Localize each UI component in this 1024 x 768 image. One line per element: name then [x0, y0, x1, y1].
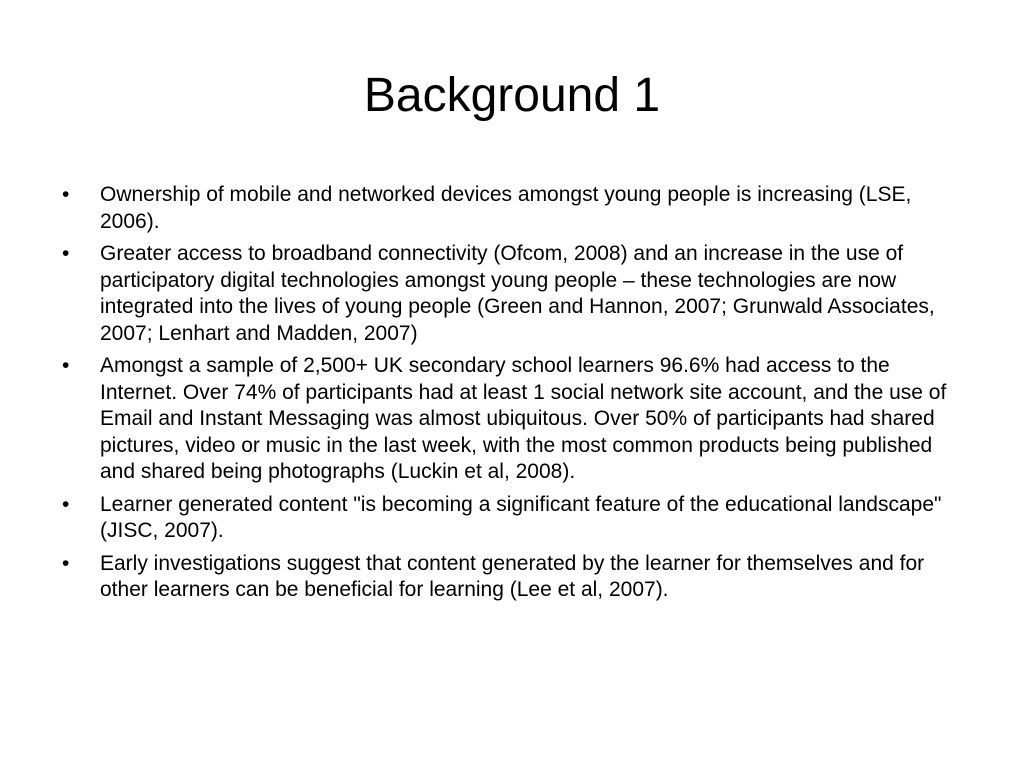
bullet-item	[62, 551, 962, 604]
bullet-icon: •	[62, 242, 70, 265]
slide-title: Background 1	[363, 69, 661, 122]
bullet-icon: •	[62, 492, 70, 516]
bullet-item	[62, 182, 962, 235]
bullet-text: Early investigations suggest that content generated by the learner for themselves and for other learners can be beneficial for learning (Lee et al, 2007).	[100, 551, 925, 601]
bullet-text: Ownership of mobile and networked devices amongst young people is increasing (LSE, 2006).	[100, 183, 912, 233]
bullet-icon: •	[62, 183, 70, 206]
bullet-text: Amongst a sample of 2,500+ UK secondary school learners 96.6% had access to the Internet. Over 74% of participants had at least 1 social network site account, and the use of Email and Instant Messaging was almost ubiquitous. Over 50% of participants had shared pictures, video or music in the last week, with the most common products being published and shared being photographs (Luckin et al, 2008).	[100, 354, 947, 483]
bullet-item	[62, 492, 962, 545]
bullet-text: Learner generated content "is becoming a significant feature of the educational landscape" (JISC, 2007).	[100, 492, 942, 542]
bullet-list	[62, 182, 962, 610]
bullet-icon: •	[62, 354, 70, 377]
bullet-icon: •	[62, 551, 70, 575]
bullet-text: Greater access to broadband connectivity (Ofcom, 2008) and an increase in the use of participatory digital technologies amongst young people – these technologies are now integrated into the lives of young people (Green and Hannon, 2007; Grunwald Associates, 2007; Lenhart and Madden, 2007)	[100, 242, 935, 345]
bullet-item	[62, 241, 962, 347]
bullet-item	[62, 353, 962, 486]
